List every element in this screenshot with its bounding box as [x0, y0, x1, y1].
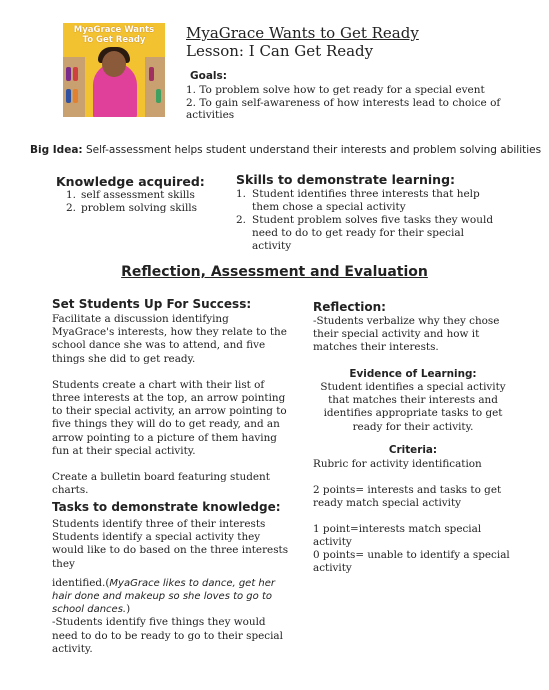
- cover-title: MyaGrace Wants To Get Ready: [73, 25, 155, 45]
- reflection-heading: Reflection:: [313, 300, 386, 314]
- goals-heading: Goals:: [190, 70, 227, 82]
- big-idea-text: Self-assessment helps student understand their interests and problem solving abilities: [85, 144, 542, 156]
- lesson-title: Lesson: I Can Get Ready: [186, 42, 374, 60]
- tasks-body: [52, 518, 292, 656]
- knowledge-list: [66, 189, 197, 215]
- criteria-1-point: 1 point=interests match special activity: [313, 523, 482, 549]
- page-title: MyaGrace Wants to Get Ready: [186, 24, 419, 42]
- criteria-heading: Criteria:: [388, 444, 438, 456]
- evidence-text: Student identifies a special activity that matches their interests and identifies appropriate tasks to get ready for their activity.: [320, 381, 506, 433]
- section-title: Reflection, Assessment and Evaluation: [121, 264, 428, 280]
- tasks-line-2: Students identify a special activity they would like to do based on the three interests they: [52, 531, 289, 570]
- tasks-line-1: Students identify three of their interests: [52, 518, 266, 530]
- cover-bottle: [149, 67, 154, 81]
- book-cover-image: [63, 23, 165, 117]
- criteria-rubric: Rubric for activity identification: [313, 458, 482, 470]
- cover-shelf-right: [145, 57, 165, 117]
- skills-heading: Skills to demonstrate learning:: [236, 172, 456, 187]
- list-item: 1. Student identifies three interests that help them chose a special activity: [236, 188, 480, 213]
- cover-bottle: [66, 89, 71, 103]
- success-paragraph-1: Facilitate a discussion identifying MyaGrace's interests, how they relate to the school dance she was to attend, and five things she did to get ready.: [52, 313, 287, 365]
- cover-person-face: [102, 51, 126, 77]
- tasks-heading: Tasks to demonstrate knowledge:: [52, 500, 281, 514]
- tasks-line-3: identified.(MyaGrace likes to dance, get her hair done and makeup so she loves to go to school dances.): [52, 576, 276, 616]
- list-item: 1. self assessment skills: [66, 189, 195, 201]
- goal-item: 2. To gain self-awareness of how interests lead to choice of activities: [186, 97, 501, 121]
- success-heading: Set Students Up For Success:: [52, 297, 252, 311]
- skills-list: [236, 188, 506, 253]
- success-paragraph-3: Create a bulletin board featuring student charts.: [52, 471, 270, 497]
- cover-bottle: [156, 89, 161, 103]
- list-item: 2. problem solving skills: [66, 202, 198, 214]
- list-item: 2. Student problem solves five tasks they would need to do to get ready for their special activity: [236, 214, 494, 252]
- success-body: [52, 313, 292, 497]
- evidence-heading: Evidence of Learning:: [349, 368, 477, 380]
- reflection-text: -Students verbalize why they chose their special activity and how it matches their interests.: [313, 315, 500, 354]
- criteria-2-points: 2 points= interests and tasks to get ready match special activity: [313, 484, 502, 510]
- big-idea: [30, 144, 541, 156]
- big-idea-label: Big Idea:: [30, 144, 83, 156]
- goal-item: 1. To problem solve how to get ready for a special event: [186, 84, 485, 96]
- knowledge-heading: Knowledge acquired:: [56, 174, 205, 189]
- cover-shelf-left: [63, 57, 85, 117]
- criteria-0-points: 0 points= unable to identify a special activity: [313, 549, 510, 575]
- cover-bottle: [73, 67, 78, 81]
- cover-bottle: [66, 67, 71, 81]
- tasks-line-4: -Students identify five things they would need to do to be ready to go to their special activity.: [52, 616, 283, 655]
- success-paragraph-2: Students create a chart with their list of three interests at the top, an arrow pointing to their special activity, an arrow pointing to five things they will do to get ready, and an arrow pointing to a picture of them having fun at their special activity.: [52, 378, 287, 457]
- cover-bottle: [73, 89, 78, 103]
